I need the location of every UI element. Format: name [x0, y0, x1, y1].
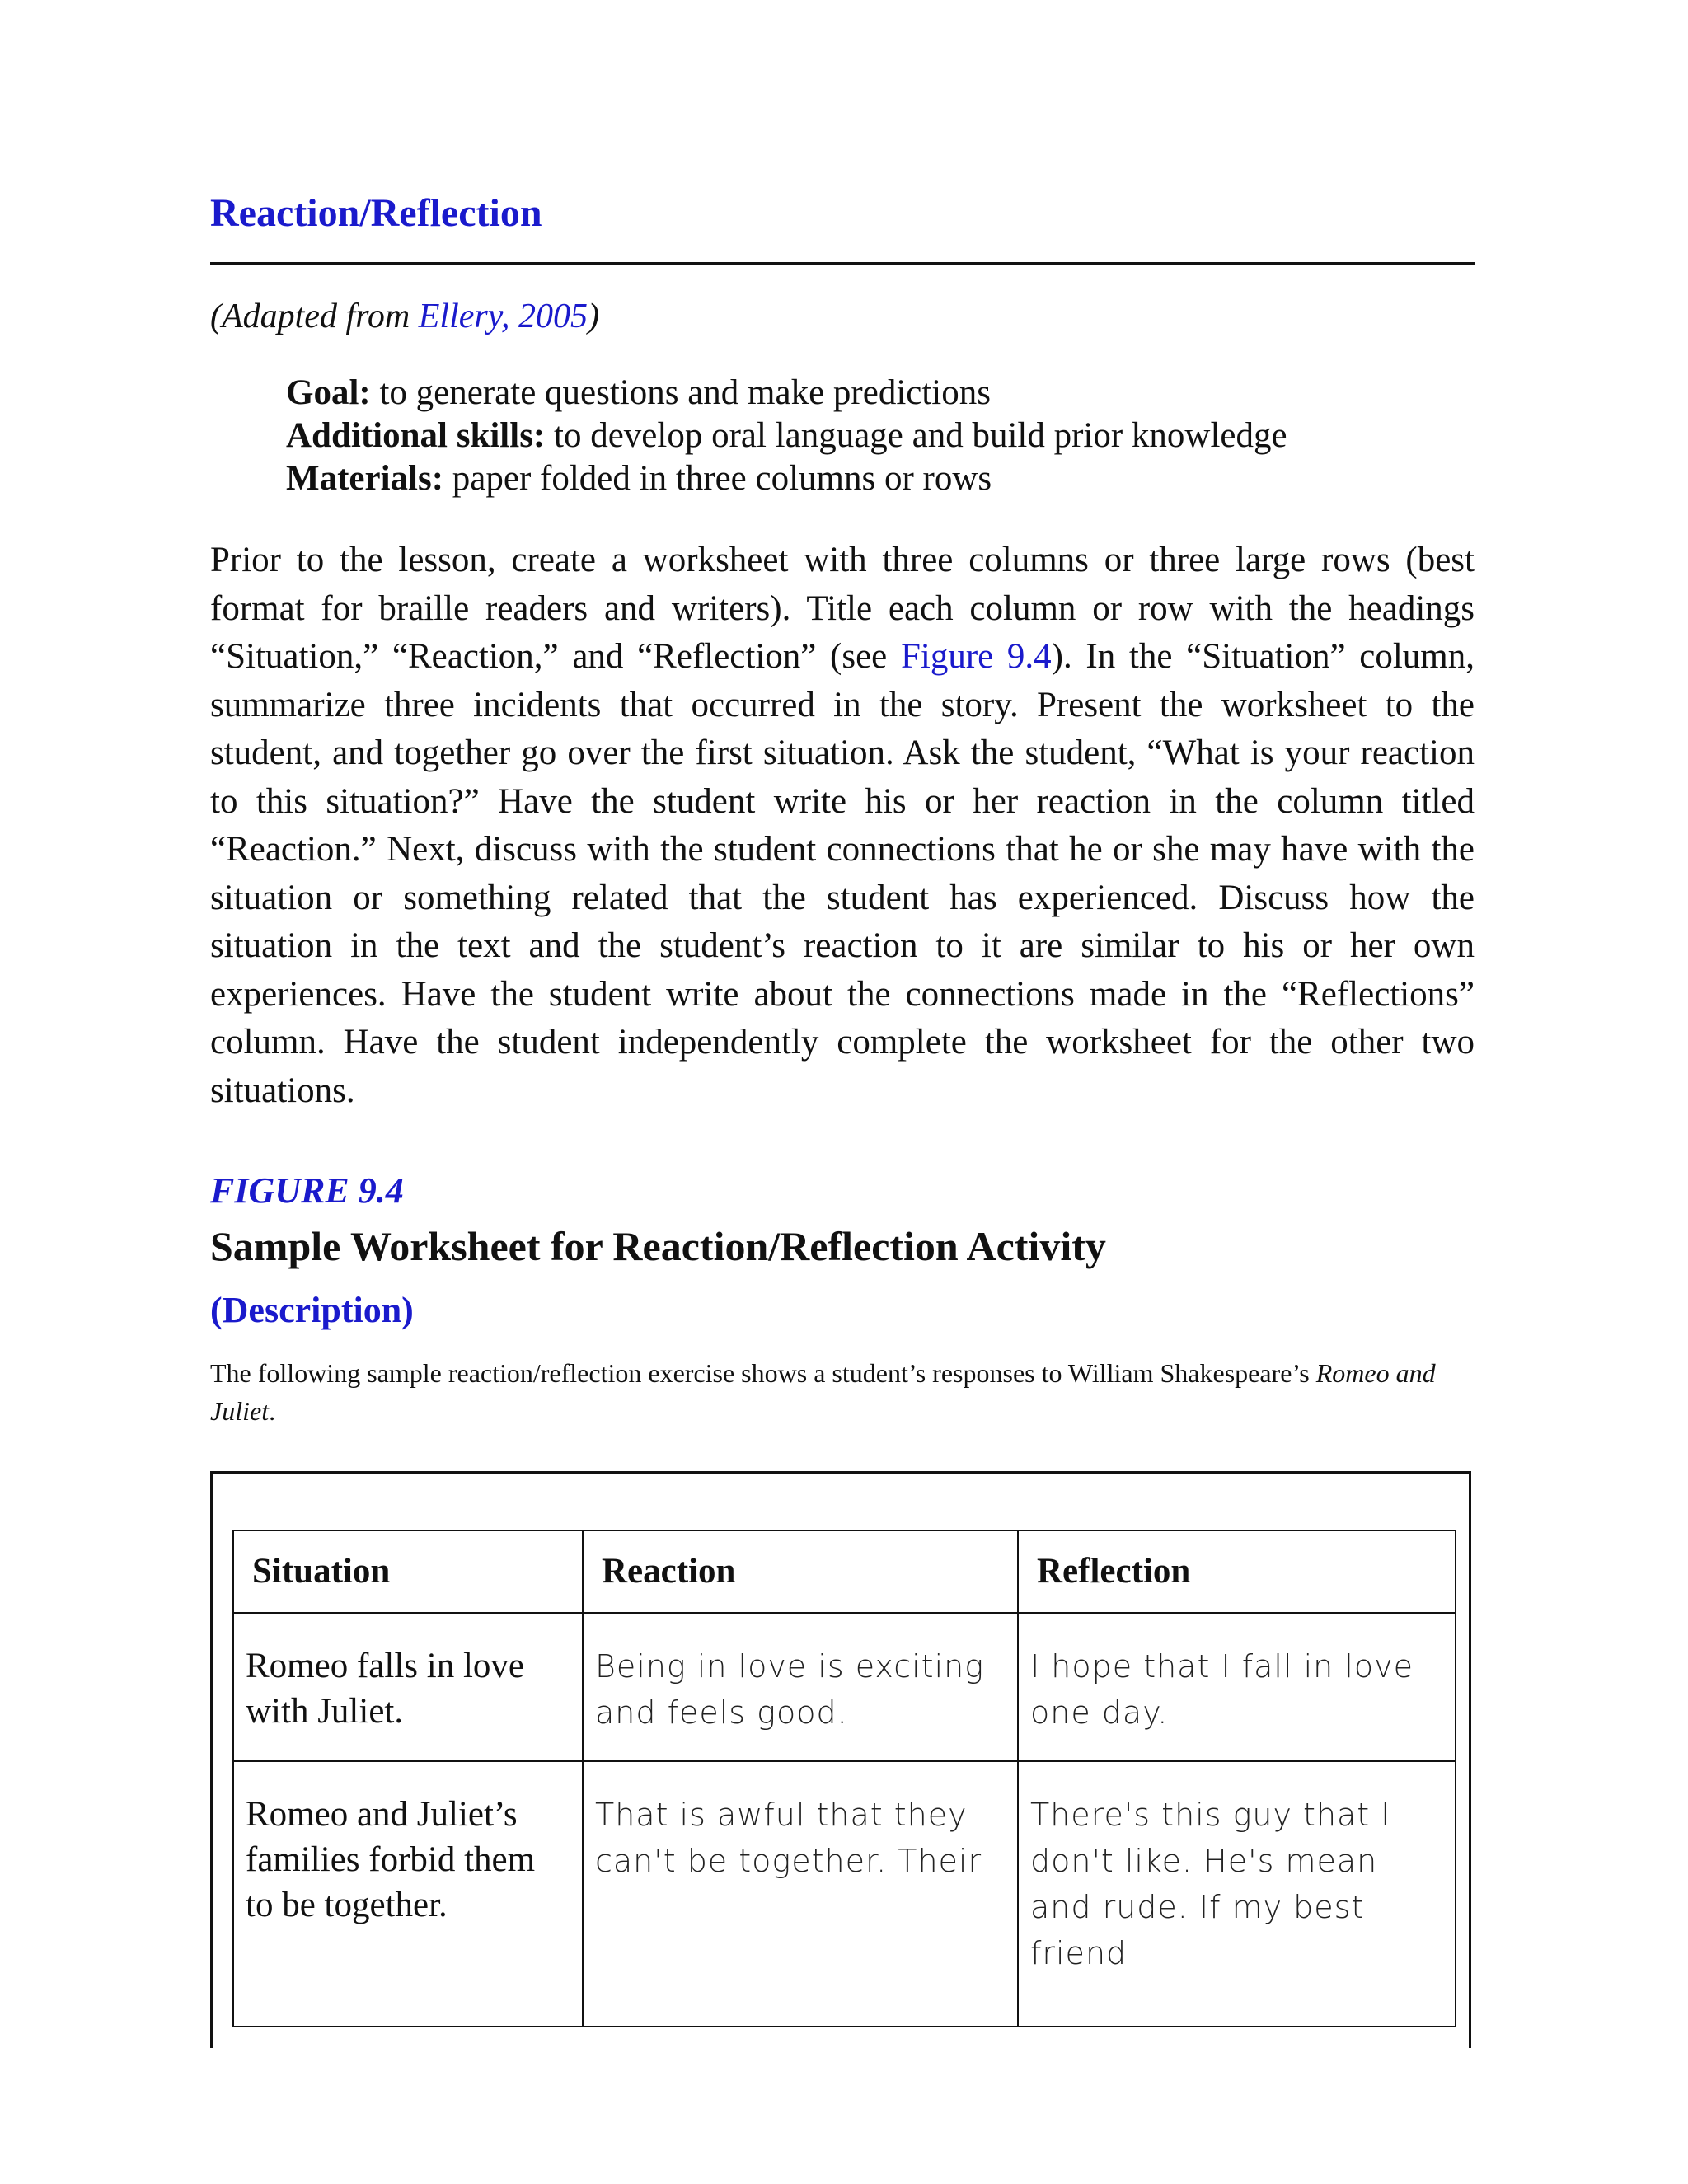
caption-end: . [269, 1395, 276, 1426]
figure-label: FIGURE 9.4 [210, 1170, 404, 1212]
goal-text: to generate questions and make predictions [370, 373, 991, 413]
skills-label: Additional skills: [286, 416, 546, 456]
header-situation: Situation [233, 1530, 583, 1613]
materials-text: paper folded in three columns or rows [443, 459, 992, 499]
reflection-cell: There's this guy that I don't like. He's mean and rude. If my best friend [1018, 1761, 1456, 2027]
table-row [233, 1761, 1456, 2027]
goal-line [286, 372, 1475, 415]
materials-line [286, 457, 1475, 500]
header-reaction: Reaction [583, 1530, 1018, 1613]
caption-text: The following sample reaction/reflection exercise shows a student’s responses to William Shakespeare’s [210, 1357, 1316, 1388]
table-header-row [233, 1530, 1456, 1613]
document-page [210, 190, 1475, 1971]
goal-label: Goal: [286, 373, 371, 413]
worksheet-table [232, 1530, 1456, 2027]
situation-cell: Romeo and Juliet’s families forbid them to be together. [233, 1761, 583, 2027]
activity-meta [286, 372, 1475, 500]
instructions-paragraph [210, 537, 1475, 1115]
reaction-cell: That is awful that they can't be together. Their [583, 1761, 1018, 2027]
materials-label: Materials: [286, 459, 444, 499]
title-divider [210, 262, 1475, 265]
table-row [233, 1613, 1456, 1761]
figure-title: Sample Worksheet for Reaction/Reflection Activity [210, 1222, 1106, 1269]
skills-line [286, 415, 1475, 457]
instructions-part1: Prior to the lesson, create a worksheet with three columns or three large rows (best format for braille readers and writers). Title each column or row with the headings “Situation,” “Reaction,” and “Reflection” (see [210, 541, 1475, 677]
adapted-note [210, 294, 1475, 340]
header-reflection: Reflection [1018, 1530, 1456, 1613]
adapted-prefix: (Adapted from [210, 297, 419, 335]
figure-link[interactable]: Figure 9.4 [900, 637, 1052, 677]
instructions-part2: ). In the “Situation” column, summarize three incidents that occurred in the story. Present the worksheet to the student, and together go over the first situation. Ask the student, “What is your reaction to this situation?” Have the student write his or her reaction in the column titled “Reaction.” Next, discuss with the student connections that he or she may have with the situation or something related that the student has experienced. Discuss how the situation in the text and the student’s reaction to it are similar to his or her own experiences. Have the student write about the connections made in the “Reflections” column. Have the student independently complete the worksheet for the other two situations. [210, 637, 1475, 1110]
reflection-cell: I hope that I fall in love one day. [1018, 1613, 1456, 1761]
description-link[interactable]: (Description) [210, 1289, 414, 1330]
reaction-cell: Being in love is exciting and feels good. [583, 1613, 1018, 1761]
figure-caption [210, 1354, 1475, 1430]
caption-italic: Romeo and Juliet [210, 1357, 1436, 1426]
adapted-suffix: ) [588, 297, 600, 335]
citation-link[interactable]: Ellery, 2005 [418, 297, 588, 335]
skills-text: to develop oral language and build prior knowledge [545, 416, 1287, 456]
figure-frame [210, 1471, 1471, 2048]
situation-cell: Romeo falls in love with Juliet. [233, 1613, 583, 1761]
section-title: Reaction/Reflection [210, 191, 542, 235]
